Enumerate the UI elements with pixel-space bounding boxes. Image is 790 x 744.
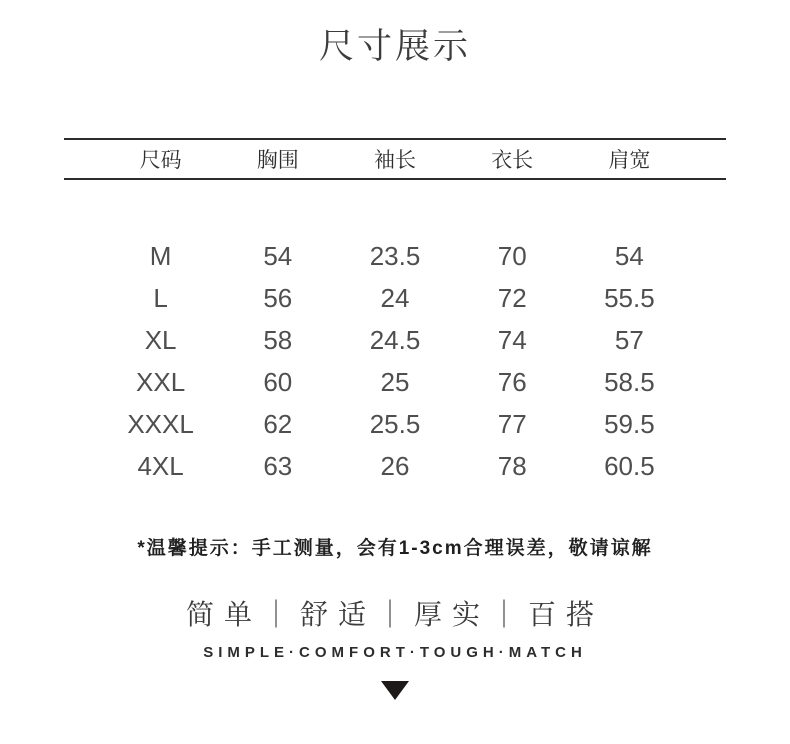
tagline-en: SIMPLE·COMFORT·TOUGH·MATCH (203, 643, 587, 661)
table-row (102, 445, 688, 487)
page-title: 尺寸展示 (318, 27, 471, 66)
size-table-body (64, 180, 726, 487)
table-row (102, 361, 688, 403)
table-cell: 76 (497, 366, 527, 397)
table-row (102, 235, 688, 277)
table-cell: 58 (263, 324, 293, 355)
table-cell: 59.5 (604, 408, 655, 439)
table-cell: 57 (614, 324, 644, 355)
column-header-chest: 胸围 (256, 149, 299, 172)
table-cell: 63 (263, 450, 293, 481)
table-cell: 54 (263, 240, 293, 271)
table-cell: 72 (497, 282, 527, 313)
table-cell: 70 (497, 240, 527, 271)
size-cell: XXXL (127, 408, 194, 439)
table-cell: 24 (380, 282, 410, 313)
table-cell: 23.5 (369, 240, 421, 271)
column-header-shoulder: 肩宽 (608, 149, 651, 172)
table-cell: 55.5 (604, 282, 655, 313)
size-cell: M (149, 240, 172, 271)
size-cell: XL (144, 324, 177, 355)
column-header-size: 尺码 (139, 149, 182, 172)
measurement-note: *温馨提示：手工测量，会有1-3cm合理误差，敬请谅解 (137, 538, 653, 559)
table-cell: 26 (380, 450, 410, 481)
table-cell: 25.5 (369, 408, 421, 439)
size-chart-page (0, 26, 790, 744)
table-row (102, 403, 688, 445)
size-cell: XXL (136, 366, 186, 397)
size-table (64, 138, 726, 487)
table-row (102, 319, 688, 361)
down-triangle-icon (381, 681, 409, 700)
table-cell: 25 (380, 366, 410, 397)
table-cell: 58.5 (604, 366, 655, 397)
table-cell: 56 (263, 282, 293, 313)
table-cell: 77 (497, 408, 527, 439)
column-header-length: 衣长 (491, 149, 534, 172)
size-cell: 4XL (137, 450, 184, 481)
size-cell: L (153, 282, 168, 313)
size-table-header-row (64, 138, 726, 180)
table-cell: 54 (614, 240, 644, 271)
table-cell: 74 (497, 324, 527, 355)
table-cell: 60 (263, 366, 293, 397)
table-cell: 60.5 (604, 450, 655, 481)
table-row (102, 277, 688, 319)
table-cell: 24.5 (369, 324, 421, 355)
column-header-sleeve: 袖长 (373, 149, 416, 172)
tagline-cn: 简单｜舒适｜厚实｜百搭 (185, 599, 604, 630)
table-cell: 62 (263, 408, 293, 439)
table-cell: 78 (497, 450, 527, 481)
